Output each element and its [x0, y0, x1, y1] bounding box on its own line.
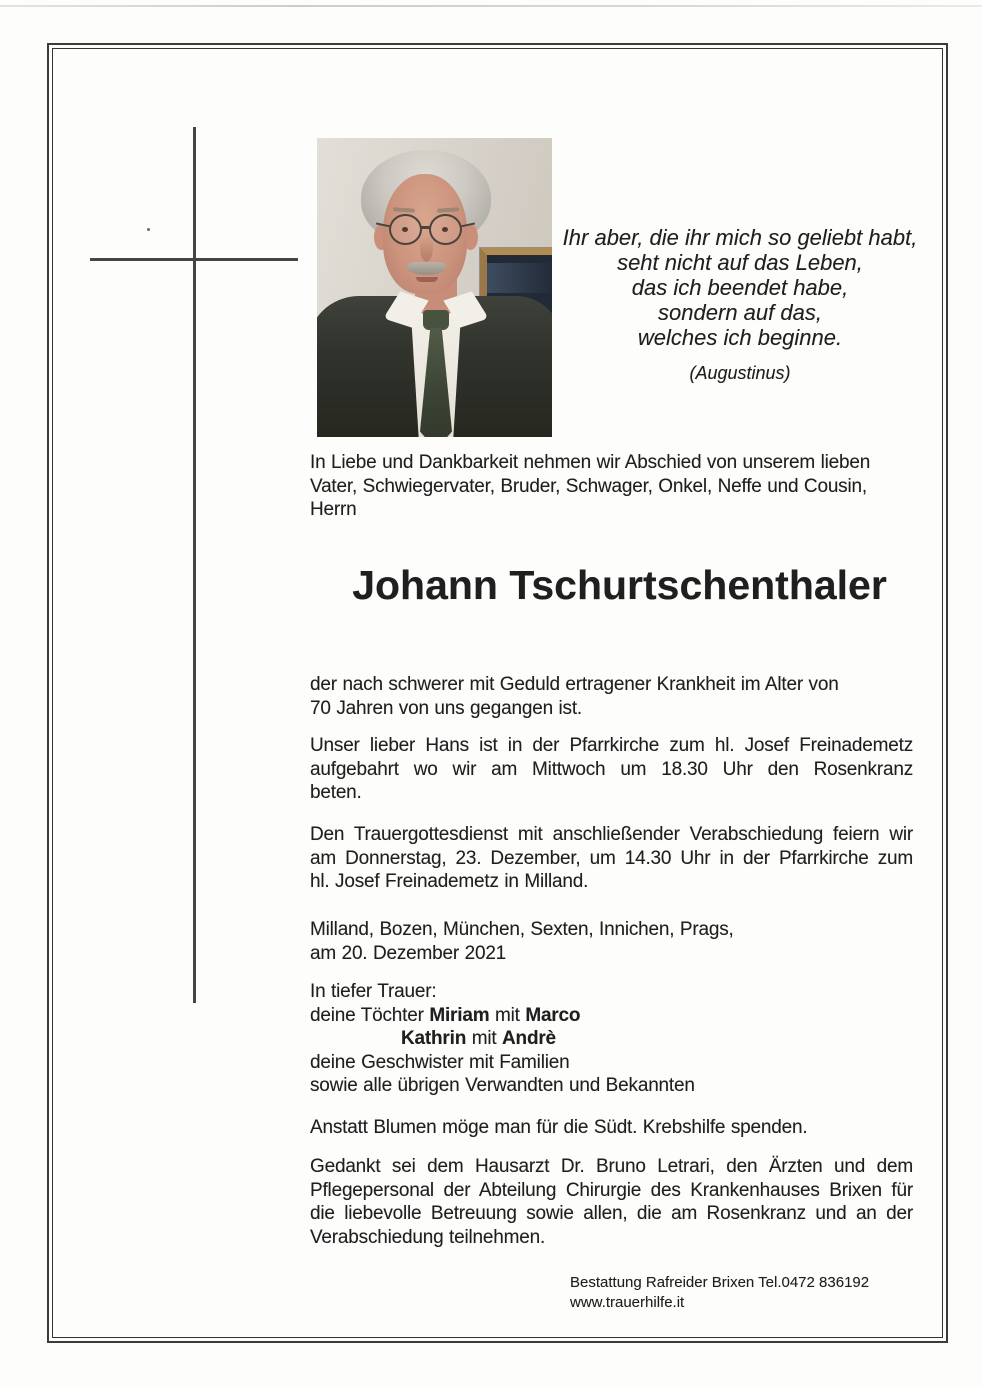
text-line: 70 Jahren von uns gegangen ist. — [310, 697, 583, 719]
text-line: Pflegepersonal der Abteilung Chirurgie des Krankenhauses Brixen für — [310, 1179, 913, 1201]
text-line: Unser lieber Hans ist in der Pfarrkirche zum hl. Josef Freinademetz — [310, 735, 913, 756]
text-line: der nach schwerer mit Geduld ertragener Krankheit im Alter von — [310, 674, 839, 695]
mit-label: mit — [494, 1004, 520, 1026]
daughter-name: Kathrin — [401, 1028, 467, 1049]
text-line: Verabschiedung teilnehmen. — [310, 1226, 546, 1248]
quote-line: seht nicht auf das Leben, — [617, 250, 863, 275]
text-line: die liebevolle Betreuung sowie allen, die am Rosenkranz und an der — [310, 1203, 913, 1224]
text-line: In Liebe und Dankbarkeit nehmen wir Abschied von unserem lieben — [310, 452, 871, 473]
places-date-paragraph — [310, 918, 913, 965]
text-line: aufgebahrt wo wir am Mittwoch um 18.30 Uhr den Rosenkranz — [310, 758, 913, 780]
thanks-paragraph — [310, 1155, 913, 1249]
cross-horizontal-bar — [90, 258, 298, 261]
donation-paragraph — [310, 1116, 913, 1140]
quote-line: das ich beendet habe, — [631, 275, 849, 300]
funeral-paragraph — [310, 823, 913, 894]
text-line: hl. Josef Freinademetz in Milland. — [310, 871, 589, 892]
text-line: Vater, Schwiegervater, Bruder, Schwager, Onkel, Neffe und Cousin, — [310, 475, 867, 497]
partner-name: Marco — [525, 1004, 581, 1026]
text-line: Den Trauergottesdienst mit anschließender Verabschiedung feiern wir — [310, 824, 913, 845]
mourners-header: In tiefer Trauer: — [310, 981, 437, 1002]
footer — [570, 1273, 930, 1312]
scan-edge-artifact — [0, 5, 982, 7]
intro-paragraph — [310, 451, 913, 522]
text-line: Milland, Bozen, München, Sexten, Innichen, Prags, — [310, 919, 734, 940]
picture-sky-detail — [487, 263, 552, 293]
quote-line: sondern auf das, — [658, 300, 822, 325]
funeral-home-line: Bestattung Rafreider Brixen Tel.0472 836192 — [570, 1274, 870, 1291]
quote-attribution: (Augustinus) — [689, 363, 791, 383]
mouth — [416, 277, 438, 282]
daughter-name: Miriam — [429, 1004, 490, 1026]
text-line: am Donnerstag, 23. Dezember, um 14.30 Uhr in der Pfarrkirche zum — [310, 847, 913, 869]
portrait-photo — [317, 138, 552, 437]
ink-speck-artifact — [147, 228, 150, 231]
partner-name: Andrè — [502, 1028, 556, 1049]
glasses-bridge — [420, 226, 431, 229]
nose — [420, 234, 433, 262]
deceased-name: Johann Tschurtschenthaler — [352, 562, 887, 608]
tie-knot — [423, 310, 449, 330]
mourners-block — [310, 980, 913, 1098]
siblings-line: deine Geschwister mit Familien — [310, 1051, 570, 1073]
quote-line: Ihr aber, die ihr mich so geliebt habt, — [562, 225, 918, 250]
second-daughter-line — [310, 1027, 913, 1051]
text-line: Gedankt sei dem Hausarzt Dr. Bruno Letrari, den Ärzten und dem — [310, 1156, 913, 1177]
text-line: am 20. Dezember 2021 — [310, 942, 507, 964]
right-eye — [442, 227, 448, 232]
daughters-line — [310, 1004, 913, 1028]
quote-line: welches ich beginne. — [637, 325, 843, 350]
quote-block — [545, 225, 935, 386]
text-line: Herrn — [310, 499, 357, 520]
mit-label: mit — [471, 1028, 497, 1049]
text-line: beten. — [310, 782, 362, 803]
text-line: Anstatt Blumen möge man für die Südt. Krebshilfe spenden. — [310, 1117, 808, 1138]
daughters-label: deine Töchter — [310, 1004, 424, 1026]
wake-paragraph — [310, 734, 913, 805]
death-paragraph — [310, 673, 913, 720]
website-line: www.trauerhilfe.it — [570, 1293, 685, 1311]
left-eye — [402, 227, 408, 232]
relatives-line: sowie alle übrigen Verwandten und Bekannten — [310, 1075, 695, 1096]
